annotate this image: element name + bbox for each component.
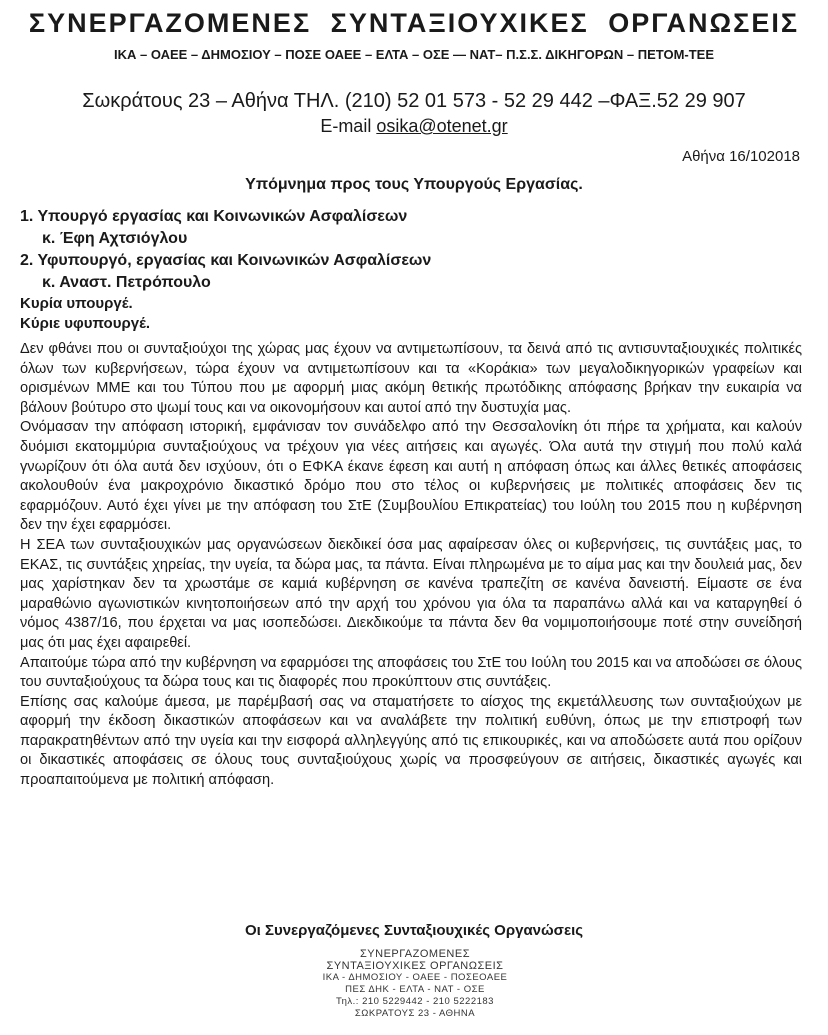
email-link[interactable]: osika@otenet.gr	[376, 116, 508, 136]
letterhead-email	[0, 114, 828, 138]
letterhead-address: Σωκράτους 23 – Αθήνα ΤΗΛ. (210) 52 01 573 - 52 29 442 –ΦΑΞ.52 29 907	[82, 90, 746, 112]
document-date: Αθήνα 16/102018	[682, 148, 800, 165]
body-paragraph-3: Η ΣΕΑ των συνταξιουχικών μας οργανώσεων διεκδικεί όσα μας αφαίρεσαν όλες οι κυβερνήσεις, τις συντάξεις μας, το ΕΚΑΣ, τις συντάξεις χηρείας, την υγεία, τα δώρα μας, τα πάντα. Είναι πληρωμένα με το αίμα μας και την δουλειά μας, δεν μας χαρίστηκαν δεν τα χρωστάμε σε καμιά κυβέρνηση σε κανένα τραπεζίτη σε κανένα δανειστή. Είμαστε σε ένα μαραθώνιο αγωνιστικών κινητοποιήσεων από την αρχή του χρόνου για όλα τα παραπάνω αλλά και να καταργηθεί ό νόμος 4387/16, που έρχεται να μας ισοπεδώσει. Διεκδικούμε τα πάντα δεν θα νομιμοποιήσουμε ποτέ στην συνείδησή μας ότι μας έχει αφαιρεθεί.	[20, 536, 802, 651]
recipient-2-name: κ. Αναστ. Πετρόπουλο	[42, 274, 211, 291]
stamp-line-3: ΙΚΑ - ΔΗΜΟΣΙΟΥ - ΟΑΕΕ - ΠΟΣΕΟΑΕΕ	[322, 972, 508, 983]
body-paragraph-4: Απαιτούμε τώρα από την κυβέρνηση να εφαρμόσει της αποφάσεις του ΣτΕ του Ιούλη του 2015 και να αποδώσει σε όλους του συνταξιούχους τα δώρα τους και τις διαφορές που προκύπτουν στις συντάξεις.	[20, 654, 802, 691]
recipients-block	[20, 206, 431, 334]
signature: Οι Συνεργαζόμενες Συνταξιουχικές Οργανώσεις	[244, 922, 584, 939]
email-label: E-mail	[320, 116, 377, 136]
recipient-1-line: 1. Υπουργό εργασίας και Κοινωνικών Ασφαλίσεων	[20, 208, 408, 225]
memo-title: Υπόμνημα προς τους Υπουργούς Εργασίας.	[245, 176, 583, 193]
body-paragraph-5: Επίσης σας καλούμε άμεσα, με παρέμβασή σας να σταματήσετε το αίσχος της εκμετάλλευσης των συνταξιούχων με αφορμή την έκδοση δικαστικών αποφάσεων και να αναλάβετε την πολιτική ευθύνη, όπως με την επιστροφή των παρακρατηθέντων από την υγεία και την εισφορά αλληλεγγύης από τις επικουρικές, και να αποδώσετε αυτά που ορίζουν οι δικαστικές αποφάσεις σε όλους τους συνταξιούχους χωρίς να προσφεύγουν σε αιτήσεις, δικαστικές αγωγές και προαπαιτούμενα με πολιτική απόφαση.	[20, 693, 802, 789]
salutation-1: Κυρία υπουργέ.	[20, 295, 133, 312]
letterhead-organizations: ΙΚΑ – ΟΑΕΕ – ΔΗΜΟΣΙΟΥ – ΠΟΣΕ ΟΑΕΕ – ΕΛΤΑ – ΟΣΕ — ΝΑΤ– Π.Σ.Σ. ΔΙΚΗΓΟΡΩΝ – ΠΕΤΟΜ-ΤΕΕ	[113, 47, 715, 62]
body-paragraph-1: Δεν φθάνει που οι συνταξιούχοι της χώρας μας έχουν να αντιμετωπίσουν, τα δεινά από τις αντισυνταξιουχικές πολιτικές όλων των κυβερνήσεων, τώρα έχουν να αντιμετωπίσουν και τα «Κοράκια» των μεγαλοδικηγορικών γραφείων και ορισμένων ΜΜΕ και του Τύπου που με αφορμή μιας ακόμη θετικής πρωτόδικης απόφασης βρήκαν την ευκαιρία να βάλουν βούτυρο στο ψωμί τους και να οικονομήσουν και αυτοί από την δυστυχία μας.	[20, 341, 802, 416]
stamp-line-2: ΣΥΝΤΑΞΙΟΥΧΙΚΕΣ ΟΡΓΑΝΩΣΕΙΣ	[326, 960, 504, 972]
body-paragraph-2: Ονόμασαν την απόφαση ιστορική, εμφάνισαν τον συνάδελφο από την Θεσσαλονίκη ότι πήρε τα χρήματα, και καλούν δυόμισι εκατομμύρια συνταξιούχους να τρέχουν για νέες αιτήσεις και αγωγές. Όλα αυτά την στιγμή που πολύ καλά γνωρίζουν ότι όλα αυτά δεν ισχύουν, ότι ο ΕΦΚΑ έκανε έφεση και αυτή η απόφαση όπως και άλλες θετικές αποφάσεις ακολουθούν ένα μακροχρόνιο δικαστικό δρόμο που στο τέλος οι κυβερνήσεις με πολιτικές αποφάσεις δεν τις εφαρμόζουν. Αυτό έχει γίνει με την απόφαση του ΣτΕ (Συμβουλίου Επικρατείας) του Ιούλη του 2015 που η κυβέρνηση δεν την έχει εφαρμόσει.	[20, 419, 802, 534]
organization-stamp	[280, 948, 550, 1020]
letterhead-title: ΣΥΝΕΡΓΑΖΟΜΕΝΕΣ ΣΥΝΤΑΞΙΟΥΧΙΚΕΣ ΟΡΓΑΝΩΣΕΙΣ	[28, 8, 800, 38]
recipient-1-name: κ. Έφη Αχτσιόγλου	[42, 230, 188, 247]
stamp-line-4: ΠΕΣ ΔΗΚ - ΕΛΤΑ - ΝΑΤ - ΟΣΕ	[345, 984, 485, 995]
stamp-line-1: ΣΥΝΕΡΓΑΖΟΜΕΝΕΣ	[360, 948, 470, 960]
recipient-2-line: 2. Υφυπουργό, εργασίας και Κοινωνικών Ασφαλίσεων	[20, 252, 432, 269]
memo-body	[20, 340, 802, 791]
stamp-line-5: Τηλ.: 210 5229442 - 210 5222183	[336, 996, 494, 1007]
salutation-2: Κύριε υφυπουργέ.	[20, 315, 151, 332]
stamp-line-6: ΣΩΚΡΑΤΟΥΣ 23 - ΑΘΗΝΑ	[354, 1008, 476, 1019]
